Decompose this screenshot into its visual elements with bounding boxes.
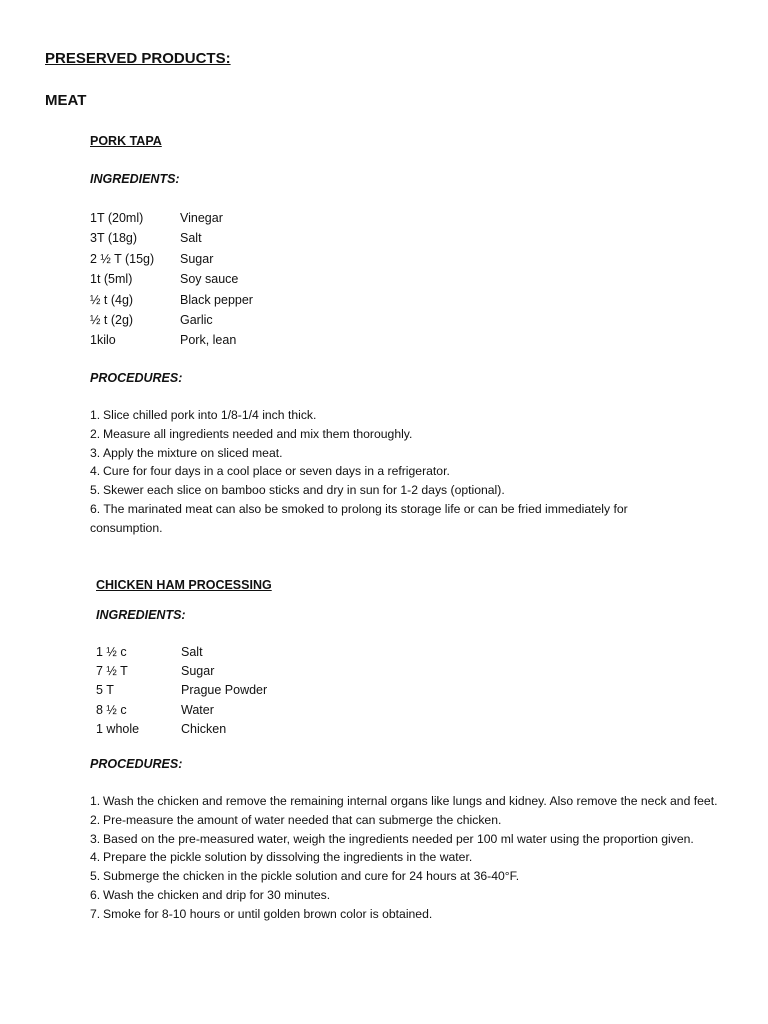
ingredient-quantity: 1 whole [96,721,140,736]
ingredient-name: Salt [180,231,202,246]
step-text: Skewer each slice on bamboo sticks and dry in sun for 1-2 days (optional). [103,483,505,498]
ingredient-name: Sugar [181,664,215,679]
ingredient-row [90,310,253,330]
ingredient-name: Water [181,702,214,717]
ingredient-quantity: 8 ½ c [96,702,127,717]
ingredients-label: INGREDIENTS: [90,172,180,186]
step-number: 5. [90,483,101,498]
step-number: 3. [90,445,101,460]
ingredient-row [90,290,253,310]
ingredient-quantity: 5 T [96,683,114,698]
step-number: 2. [90,812,101,827]
step-text: Wash the chicken and remove the remaining internal organs like lungs and kidney. Also remove the neck and feet. [103,794,718,808]
ingredient-name: Chicken [181,721,227,736]
procedures-list [90,792,725,924]
step-number: 6. [90,501,101,516]
ingredient-row [96,720,267,739]
document-heading: PRESERVED PRODUCTS: [45,50,231,67]
procedure-step [90,848,725,867]
procedure-step [90,425,670,444]
step-number: 4. [90,850,101,865]
ingredient-name: Pork, lean [180,333,237,348]
step-number: 3. [90,831,101,846]
procedure-step [90,792,725,811]
procedure-step [90,905,725,924]
step-number: 5. [90,869,101,884]
procedure-step [90,830,725,849]
ingredient-row [90,249,253,269]
ingredient-quantity: 1t (5ml) [90,272,133,287]
recipe-title: PORK TAPA [90,134,162,148]
category-heading: MEAT [45,92,87,109]
ingredient-quantity: 7 ½ T [96,664,128,679]
ingredient-name: Prague Powder [181,683,268,698]
ingredient-row [90,330,253,350]
step-number: 1. [90,794,101,808]
step-text: Prepare the pickle solution by dissolving the ingredients in the water. [103,850,473,865]
ingredient-row [96,643,267,662]
ingredients-list [96,643,267,739]
step-number: 7. [90,906,101,921]
ingredient-name: Vinegar [180,211,223,225]
ingredient-name: Salt [181,645,203,659]
ingredients-list [90,208,253,351]
ingredient-name: Sugar [180,251,214,266]
step-text: Wash the chicken and drip for 30 minutes. [103,887,331,902]
ingredient-row [90,269,253,289]
procedure-step [90,481,670,500]
step-text: Measure all ingredients needed and mix them thoroughly. [103,426,413,441]
procedure-step [90,406,670,425]
step-text: Pre-measure the amount of water needed that can submerge the chicken. [103,812,502,827]
ingredient-row [96,662,267,681]
ingredient-name: Soy sauce [180,272,239,287]
ingredient-quantity: 1kilo [90,333,116,348]
recipe-title: CHICKEN HAM PROCESSING [96,578,272,592]
step-number: 6. [90,887,101,902]
ingredient-quantity: 2 ½ T (15g) [90,251,155,266]
ingredient-quantity: ½ t (2g) [90,312,134,327]
ingredient-quantity: 1 ½ c [96,645,127,659]
procedure-step [90,462,670,481]
ingredient-quantity: 1T (20ml) [90,211,144,225]
step-text: Smoke for 8-10 hours or until golden brown color is obtained. [103,906,433,921]
ingredients-label: INGREDIENTS: [96,608,186,622]
ingredient-quantity: ½ t (4g) [90,292,134,307]
procedure-step [90,811,725,830]
step-text: Based on the pre-measured water, weigh the ingredients needed per 100 ml water using the proportion given. [103,831,694,846]
ingredient-name: Black pepper [180,292,253,307]
procedures-list [90,406,670,538]
step-number: 1. [90,408,101,422]
ingredient-row [96,701,267,720]
procedures-label: PROCEDURES: [90,757,183,771]
ingredient-row [90,228,253,248]
procedures-label: PROCEDURES: [90,371,183,385]
step-number: 2. [90,426,101,441]
procedure-step [90,886,725,905]
procedure-step [90,444,670,463]
ingredient-name: Garlic [180,312,213,327]
ingredient-row [90,208,253,228]
step-text: Slice chilled pork into 1/8-1/4 inch thick. [103,408,317,422]
ingredient-row [96,681,267,700]
ingredient-quantity: 3T (18g) [90,231,138,246]
step-number: 4. [90,464,101,479]
step-text: Submerge the chicken in the pickle solution and cure for 24 hours at 36-40°F. [103,869,520,884]
step-text: Apply the mixture on sliced meat. [103,445,283,460]
step-text: The marinated meat can also be smoked to prolong its storage life or can be fried immediately for consumption. [90,501,628,535]
step-text: Cure for four days in a cool place or seven days in a refrigerator. [103,464,450,479]
procedure-step [90,500,670,538]
procedure-step [90,867,725,886]
